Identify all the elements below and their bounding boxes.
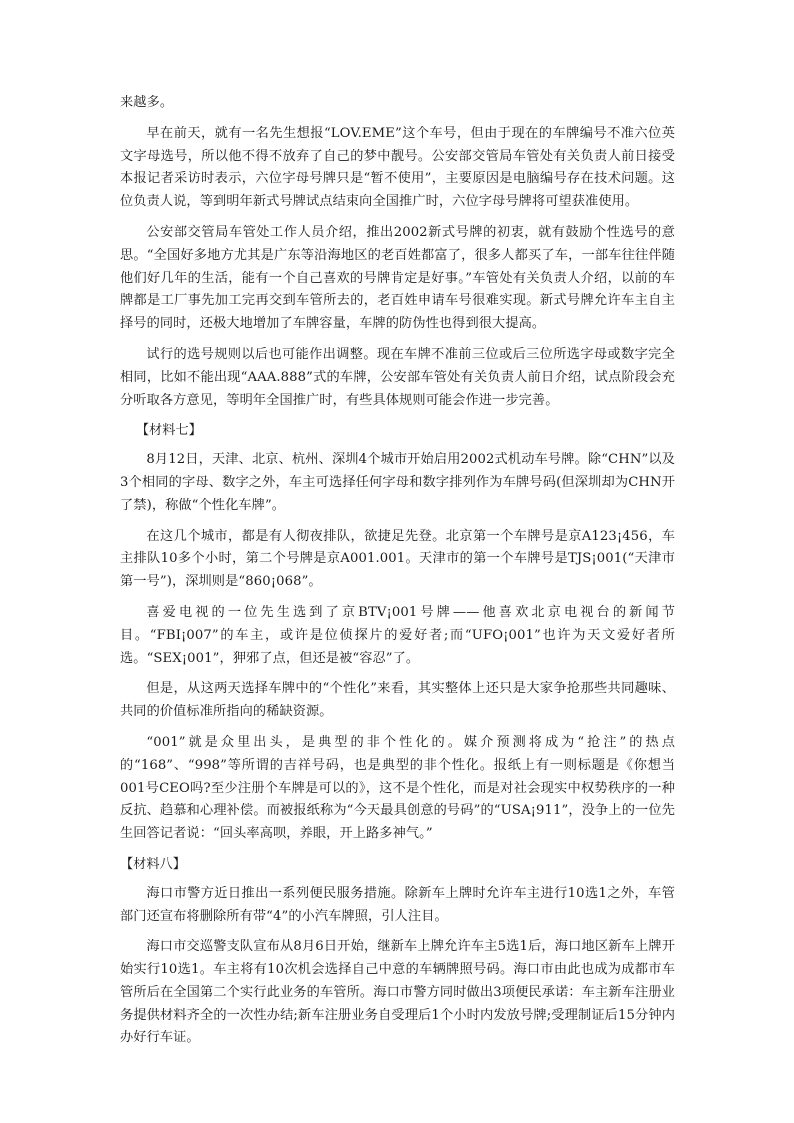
paragraph-four-cities: 8月12日，天津、北京、杭州、深圳4个城市开始启用2002式机动车号牌。除“CHN”以及3个相同的字母、数字之外，车主可选择任何字母和数字排列作为车牌号码(但深圳却为CHN开了禁)，称做“个性化车牌”。 xyxy=(120,452,675,513)
paragraph-rules-adjustment: 试行的选号规则以后也可能作出调整。现在车牌不准前三位或后三位所选字母或数字完全相同，比如不能出现“AAA.888”式的车牌，公安部车管处有关负责人前日介绍，试点阶段会充分听取各方意见，等明年全国推广时，有些具体规则可能会作进一步完善。 xyxy=(120,346,675,408)
paragraph-haikou-10-choose-1: 海口市交巡警支队宣布从8月6日开始，继新车上牌允许车主5选1后，海口地区新车上牌开始实行10选1。车主将有10次机会选择自己中意的车辆牌照号码。海口市由此也成为成都市车管所后在全国第二个实行此业务的车管所。海口市警方同时做出3项便民承诺：车主新车注册业务提供材料齐全的一次性办结;新车注册业务自受理后1个小时内发放号牌;受理制证后15分钟内办好行车证。 xyxy=(120,939,675,1046)
paragraph-lov-eme-plate: 早在前天，就有一名先生想报“LOV.EME”这个车号，但由于现在的车牌编号不准六位英文字母选号，所以他不得不放弃了自己的梦中靓号。公安部交管局车管处有关负责人前日接受本报记者采访时表示，六位字母号牌只是“暂不使用”，主要原因是电脑编号存在技术问题。这位负责人说，等到明年新式号牌试点结束向全国推广时，六位字母号牌将可望获准使用。 xyxy=(120,125,675,210)
paragraph-haikou-measures: 海口市警方近日推出一系列便民服务措施。除新车上牌时允许车主进行10选1之外，车管部门还宣布将删除所有带“4”的小汽车牌照，引人注目。 xyxy=(120,885,675,924)
section-heading-material-7: 【材料七】 xyxy=(135,423,202,439)
paragraph-continuation: 来越多。 xyxy=(120,95,174,110)
paragraph-001-analysis: “001”就是众里出头，是典型的非个性化的。媒介预测将成为“抢注”的热点的“168”、“998”等所谓的吉祥号码，也是典型的非个性化。报纸上有一则标题是《你想当001号CEO吗?至少注册个车牌是可以的》，这不是个性化，而是对社会现实中权势秩序的一种反抗、趋慕和心理补偿。而被报纸称为“今天最具创意的号码”的“USA¡911”，没争上的一位先生回答记者说：“回头率高呗，养眼，开上路多神气。” xyxy=(120,734,675,842)
paragraph-scarce-resources: 但是，从这两天选择车牌中的“个性化”来看，其实整体上还只是大家争抢那些共同趣味、共同的价值标准所指向的稀缺资源。 xyxy=(120,681,675,720)
paragraph-overnight-queue: 在这几个城市，都是有人彻夜排队，欲捷足先登。北京第一个车牌号是京A123¡456，车主排队10多个小时，第二个号牌是京A001.001。天津市的第一个车牌号是TJS¡001(“天津市第一号”)，深圳则是“860¡068”。 xyxy=(120,528,675,590)
section-heading-material-8: 【材料八】 xyxy=(120,856,186,872)
document-page xyxy=(120,92,675,1058)
paragraph-tv-fan-plate: 喜爱电视的一位先生选到了京BTV¡001号牌——他喜欢北京电视台的新闻节目。“FBI¡007”的车主，或许是位侦探片的爱好者;而“UFO¡001”也许为天文爱好者所选。“SEX¡001”，狎邪了点，但还是被“容忍”了。 xyxy=(120,604,675,666)
paragraph-2002-plate-intent: 公安部交管局车管处工作人员介绍，推出2002新式号牌的初衷，就有鼓励个性选号的意思。“全国好多地方尤其是广东等沿海地区的老百姓都富了，很多人都买了车，一部车往往伴随他们好几年的生活，能有一个自己喜欢的号牌肯定是好事。”车管处有关负责人介绍，以前的车牌都是工厂事先加工完再交到车管所去的，老百姓申请车号很难实现。新式号牌允许车主自主择号的同时，还极大地增加了车牌容量，车牌的防伪性也得到很大提高。 xyxy=(120,224,675,332)
